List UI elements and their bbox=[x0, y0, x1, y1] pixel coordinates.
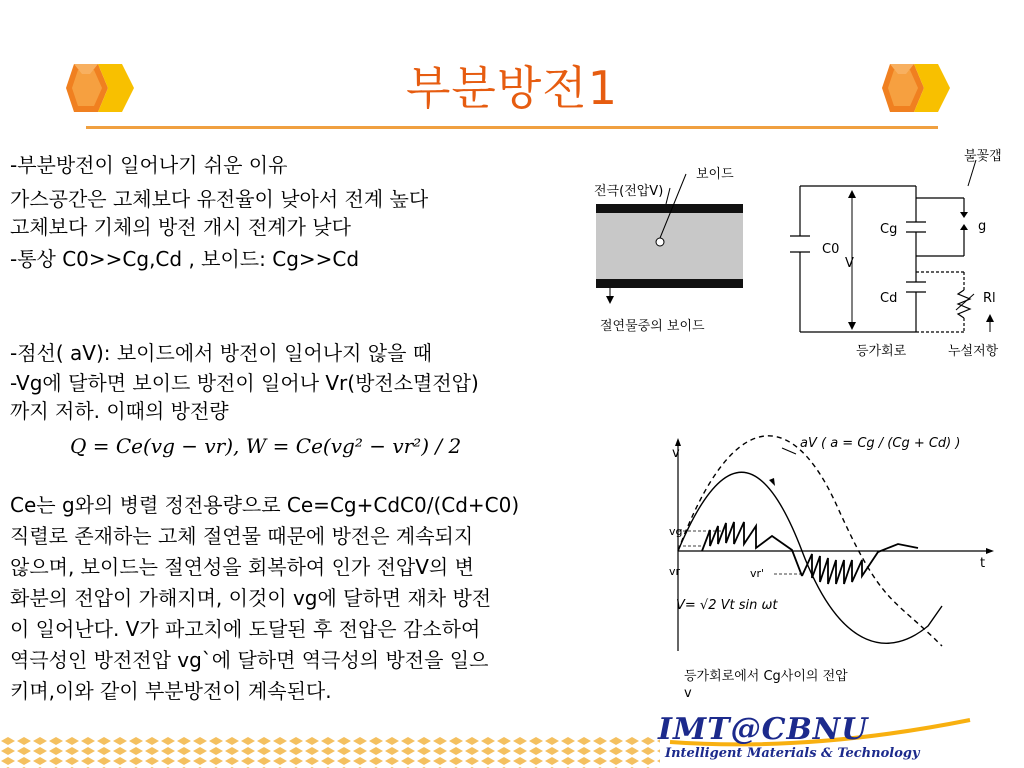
av-label: aV ( a = Cg / (Cg + Cd) ) bbox=[800, 436, 961, 451]
vg-label: vg bbox=[669, 525, 683, 538]
footer-pattern bbox=[0, 736, 660, 768]
bottom-electrode bbox=[596, 279, 743, 288]
page-title: 부분방전1 bbox=[405, 61, 618, 115]
block2-line2: -Vg에 달하면 보이드 방전이 일어나 Vr(방전소멸전압) bbox=[10, 371, 479, 395]
imt-cbnu-logo: IMT@CBNU bbox=[658, 712, 869, 747]
g-label: g bbox=[978, 219, 987, 234]
top-electrode bbox=[596, 204, 743, 213]
block3-line4: 화분의 전압이 가해지며, 이것이 vg에 달하면 재차 방전 bbox=[10, 586, 492, 610]
vr-label: vr bbox=[669, 565, 681, 578]
block3-line1: Ce는 g와의 병렬 정전용량으로 Ce=Cg+CdC0/(Cd+C0) bbox=[10, 493, 520, 517]
block3-line6: 역극성인 방전전압 vg`에 달하면 역극성의 방전을 일으 bbox=[10, 648, 489, 672]
insulator-block bbox=[596, 213, 743, 279]
logo-tagline: Intelligent Materials & Technology bbox=[665, 746, 920, 761]
waveform-y-label: v bbox=[672, 446, 680, 461]
title-divider bbox=[86, 126, 938, 129]
void-diagram-caption: 절연물중의 보이드 bbox=[600, 319, 705, 334]
applied-voltage-equation: V= √2 Vt sin ωt bbox=[676, 598, 778, 613]
block3-line2: 직렬로 존재하는 고체 절연물 때문에 방전은 계속되지 bbox=[10, 524, 474, 548]
spark-gap-label: 불꽃갭 bbox=[964, 149, 1002, 164]
void-label: 보이드 bbox=[696, 167, 734, 182]
circuit-caption: 등가회로 bbox=[856, 344, 907, 359]
block1-line3: 고체보다 기체의 방전 개시 전계가 낮다 bbox=[10, 215, 351, 239]
vr-prime-label: vr' bbox=[750, 567, 765, 580]
cg-label: Cg bbox=[880, 222, 898, 237]
cd-label: Cd bbox=[880, 291, 898, 306]
waveform-caption-v: v bbox=[684, 686, 692, 701]
discharge-waveform bbox=[662, 426, 1012, 658]
block1-line4: -통상 C0>>Cg,Cd , 보이드: Cg>>Cd bbox=[10, 247, 360, 271]
waveform-t-label: t bbox=[980, 556, 986, 571]
rl-label: Rl bbox=[983, 291, 996, 306]
waveform-caption: 등가회로에서 Cg사이의 전압 bbox=[684, 669, 848, 684]
leakage-caption: 누설저항 bbox=[948, 344, 999, 359]
v-label: V bbox=[845, 256, 854, 271]
block2-line1: -점선( aV): 보이드에서 방전이 일어나지 않을 때 bbox=[10, 341, 433, 365]
block1-line2: 가스공간은 고체보다 유전율이 낮아서 전계 높다 bbox=[10, 187, 429, 211]
electrode-label: 전극(전압V) bbox=[594, 184, 664, 199]
block2-line3: 까지 저하. 이때의 방전량 bbox=[10, 399, 229, 423]
block3-line7: 키며,이와 같이 부분방전이 계속된다. bbox=[10, 679, 332, 703]
void-circle bbox=[656, 238, 664, 246]
discharge-formula: Q = Ce(vg − vr), W = Ce(vg² − vr²) / 2 bbox=[70, 434, 462, 458]
c0-label: C0 bbox=[822, 242, 840, 257]
block3-line5: 이 일어난다. V가 파고치에 도달된 후 전압은 감소하여 bbox=[10, 617, 481, 641]
block1-line1: -부분방전이 일어나기 쉬운 이유 bbox=[10, 153, 288, 177]
block3-line3: 않으며, 보이드는 절연성을 회복하여 인가 전압V의 변 bbox=[10, 555, 474, 579]
